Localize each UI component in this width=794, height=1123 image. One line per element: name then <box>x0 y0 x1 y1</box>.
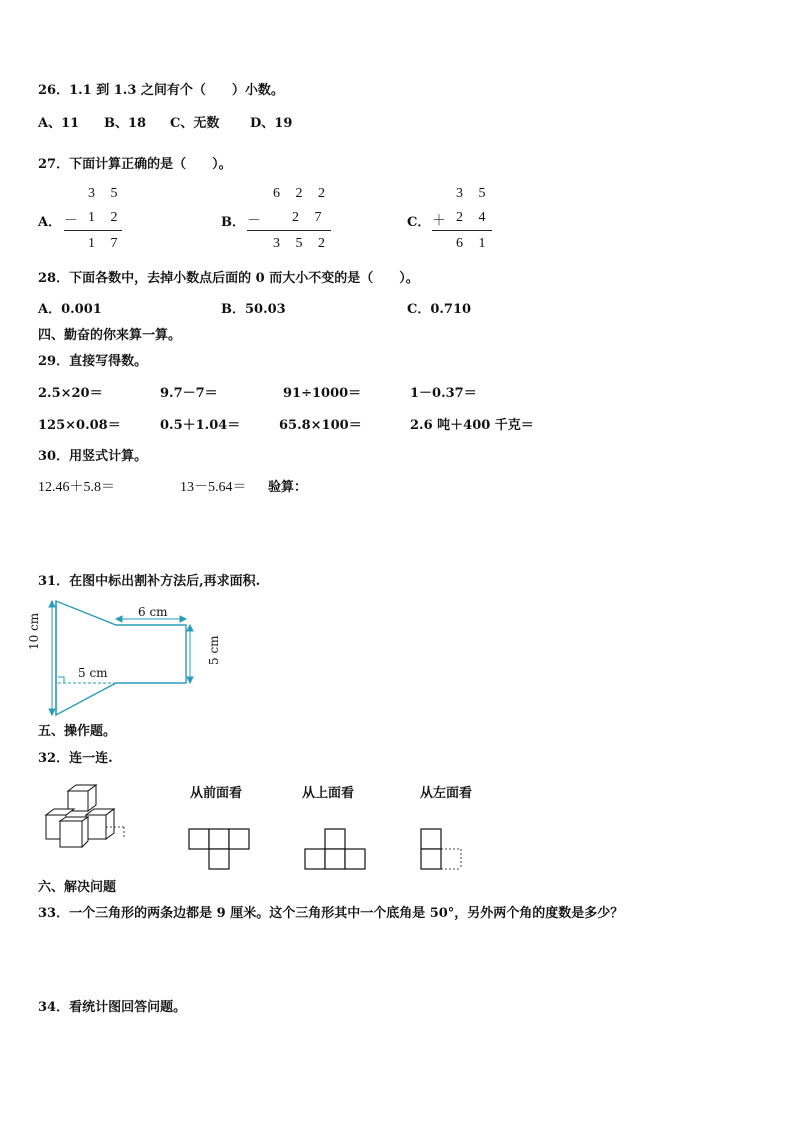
q32-cube-solid <box>44 783 136 851</box>
q27-c-op: ＋ <box>432 214 446 229</box>
q33-stem: 33．一个三角形的两条边都是 9 厘米。这个三角形其中一个底角是 50°，另外两个角的度数是多少？ <box>38 906 624 921</box>
q27-b-top: 6 2 2 <box>273 186 331 201</box>
q27-a-rule <box>64 230 122 231</box>
q29-item: 1－0.37＝ <box>410 386 477 401</box>
q32-view-left-label: 从左面看 <box>420 786 473 801</box>
q27-option-b-label[interactable]: B． <box>221 215 245 230</box>
q27-b-op: － <box>247 214 261 229</box>
q31-stem: 31．在图中标出割补方法后,再求面积. <box>38 574 261 589</box>
q32-stem: 32．连一连. <box>38 751 113 766</box>
q27-option-a-label[interactable]: A． <box>38 215 62 230</box>
q31-composite-figure <box>30 595 210 725</box>
q27-b-rule <box>247 230 331 231</box>
q26-option-d[interactable]: D、19 <box>250 116 293 131</box>
q32-view-front-shape[interactable] <box>188 828 250 872</box>
q34-stem: 34．看统计图回答问题。 <box>38 1000 187 1015</box>
q28-stem: 28．下面各数中，去掉小数点后面的 0 而大小不变的是（ ）。 <box>38 271 419 286</box>
q29-item: 125×0.08＝ <box>38 418 121 433</box>
q27-c-result: 6 1 <box>456 236 492 251</box>
q27-c-mid: 2 4 <box>456 210 492 225</box>
q31-label-6cm: 6 cm <box>138 605 168 619</box>
q27-b-result: 3 5 2 <box>273 236 331 251</box>
q27-a-mid: 1 2 <box>88 210 124 225</box>
q26-stem: 26．1.1 到 1.3 之间有个（ ）小数。 <box>38 83 284 98</box>
section-6-heading: 六、解决问题 <box>38 880 117 895</box>
q27-c-top: 3 5 <box>456 186 492 201</box>
q32-view-top-label: 从上面看 <box>302 786 355 801</box>
q32-view-left-shape[interactable] <box>420 828 464 872</box>
section-5-heading: 五、操作题。 <box>38 724 117 739</box>
q27-stem: 27．下面计算正确的是（ ）。 <box>38 157 232 172</box>
q26-option-b[interactable]: B、18 <box>104 116 147 131</box>
q31-label-5cm-horizontal: 5 cm <box>78 666 108 680</box>
q29-item: 0.5＋1.04＝ <box>160 418 241 433</box>
q29-item: 2.5×20＝ <box>38 386 103 401</box>
q27-c-rule <box>432 230 492 231</box>
q29-item: 9.7－7＝ <box>160 386 218 401</box>
q27-b-mid: 2 7 <box>292 210 328 225</box>
q30-item: 13－5.64＝ <box>180 480 247 495</box>
q28-option-b[interactable]: B．50.03 <box>221 302 286 317</box>
q29-item: 2.6 吨＋400 千克＝ <box>410 418 534 433</box>
q30-check-label: 验算： <box>268 480 308 495</box>
q31-label-10cm: 10 cm <box>27 612 41 650</box>
section-4-heading: 四、勤奋的你来算一算。 <box>38 328 182 343</box>
q29-stem: 29．直接写得数。 <box>38 354 148 369</box>
q26-option-c[interactable]: C、无数 <box>170 116 220 131</box>
q27-a-top: 3 5 <box>88 186 124 201</box>
q27-a-op: － <box>64 214 78 229</box>
q32-view-front-label: 从前面看 <box>190 786 243 801</box>
q27-a-result: 1 7 <box>88 236 124 251</box>
q27-option-c-label[interactable]: C． <box>407 215 431 230</box>
q29-item: 65.8×100＝ <box>279 418 362 433</box>
q30-stem: 30．用竖式计算。 <box>38 449 148 464</box>
q30-item: 12.46＋5.8＝ <box>38 480 115 495</box>
q32-view-top-shape[interactable] <box>304 828 366 872</box>
q29-item: 91÷1000＝ <box>283 386 362 401</box>
q28-option-a[interactable]: A．0.001 <box>38 302 102 317</box>
q26-option-a[interactable]: A、11 <box>38 116 80 131</box>
q31-label-5cm-vertical: 5 cm <box>207 635 221 665</box>
q28-option-c[interactable]: C．0.710 <box>407 302 472 317</box>
